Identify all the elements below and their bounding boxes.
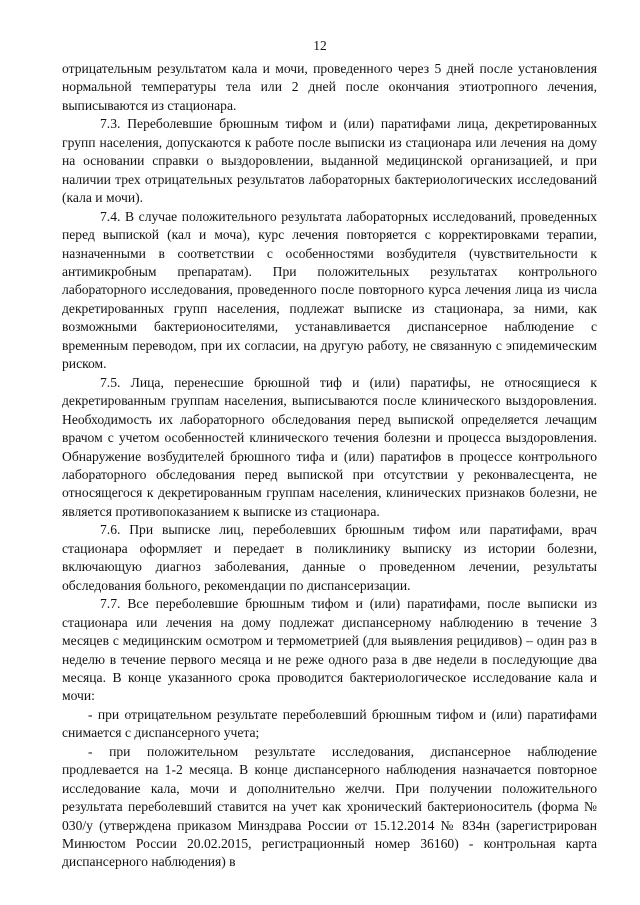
paragraph-7-5: 7.5. Лица, перенесшие брюшной тиф и (или) паратифы, не относящиеся к декретированным группам населения, выписываются после клинического выздоровления. Необходимость их лабораторного обследования перед выпиской определяется лечащим врачом с учетом особенностей клинического течения болезни и процесса выздоровления. Обнаружение возбудителей брюшного тифа и (или) паратифов в процессе контрольного лабораторного обследования перед выпиской при отсутствии у реконвалесцента, не относящегося к декретированным группам населения, клинических признаков болезни, не является противопоказанием к выписке из стационара. <box>62 374 597 519</box>
paragraph-7-6: 7.6. При выписке лиц, переболевших брюшным тифом или паратифами, врач стационара оформляет и передает в поликлинику выписку из истории болезни, включающую диагноз заболевания, данные о проведенном лечении, результаты обследования больного, рекомендации по диспансеризации. <box>62 522 597 593</box>
paragraph-7-4: 7.4. В случае положительного результата лабораторных исследований, проведенных перед выпиской (кал и моча), курс лечения повторяется с корректировками терапии, назначенными в соответствии с особенностями возбудителя (чувствительности к антимикробным препаратам). При положительных результатах контрольного лабораторного исследования, проведенного после повторного курса лечения лица из числа декретированных групп населения, подлежат выписке из стационара, за ними, как возможными бактерионосителями, устанавливается диспансерное наблюдение с временным переводом, при их согласии, на другую работу, не связанную с эпидемическим риском. <box>62 208 597 372</box>
page-number: 12 <box>313 38 327 53</box>
paragraph-7-2-continuation: отрицательным результатом кала и мочи, проведенного через 5 дней после установления нормальной температуры тела или 2 дней после окончания этиотропного лечения, выписываются из стационара. <box>62 61 597 113</box>
list-item-negative-result: - при отрицательном результате переболевший брюшным тифом и (или) паратифами снимается с диспансерного учета; <box>62 706 597 741</box>
document-body <box>62 60 597 872</box>
list-item-positive-result: - при положительном результате исследования, диспансерное наблюдение продлевается на 1-2 месяца. В конце диспансерного наблюдения назначается повторное исследование кала, мочи и дополнительно желчи. При получении положительного результата переболевший ставится на учет как хронический бактерионоситель (форма № 030/у (утверждена приказом Минздрава России от 15.12.2014 № 834н (зарегистрирован Минюстом России 20.02.2015, регистрационный номер 36160) - контрольная карта диспансерного наблюдения) в <box>62 743 597 870</box>
paragraph-7-3: 7.3. Переболевшие брюшным тифом и (или) паратифами лица, декретированных групп населения, допускаются к работе после выписки из стационара или лечения на дому на основании справки о выздоровлении, выданной медицинской организацией, и при наличии трех отрицательных результатов лабораторных бактериологических исследований (кала и мочи). <box>62 116 597 206</box>
paragraph-7-7: 7.7. Все переболевшие брюшным тифом и (или) паратифами, после выписки из стационара или лечения на дому подлежат диспансерному наблюдению в течение 3 месяцев с медицинским осмотром и термометрией (для выявления рецидивов) – один раз в неделю в течение первого месяца и не реже одного раза в две недели в последующие два месяца. В конце указанного срока проводится бактериологическое исследование кала и мочи: <box>62 596 597 704</box>
